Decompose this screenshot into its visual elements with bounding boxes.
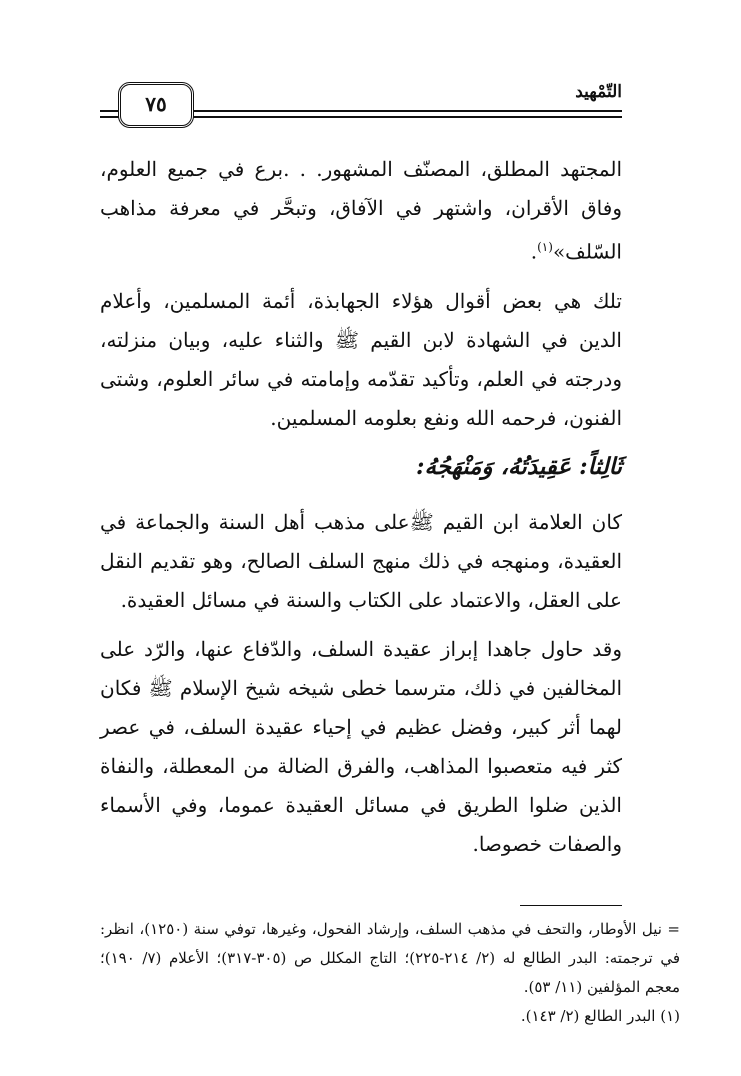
paragraph-1-end: . bbox=[530, 239, 538, 264]
paragraph-1 bbox=[100, 150, 622, 272]
footnote-continued: = نيل الأوطار، والتحف في مذهب السلف، وإرشاد الفحول، وغيرها، توفي سنة (١٢٥٠)، انظر: في ترجمته: البدر الطالع له (٢/ ٢١٤-٢٢٥)؛ التاج المكلل ص (٣٠٥-٣١٧)؛ الأعلام (٧/ ١٩٠)؛ معجم المؤلفين (١١/ ٥٣). bbox=[100, 920, 681, 996]
paragraph-1-text: المجتهد المطلق، المصنّف المشهور. . .برع في جميع العلوم، وفاق الأقران، واشتهر في الآفاق، وتبحَّر في معرفة مذاهب السّلف» bbox=[100, 157, 622, 264]
section-heading: ثَالِثاً: عَقِيدَتُهُ، وَمَنْهَجُهُ: bbox=[415, 453, 622, 480]
paragraph-2: تلك هي بعض أقوال هؤلاء الجهابذة، أئمة المسلمين، وأعلام الدين في الشهادة لابن القيم ﷺ والثناء عليه، وبيان منزلته، ودرجته في العلم، وتأكيد تقدّمه وإمامته في سائر العلوم، وشتى الفنون، فرحمه الله ونفع بعلومه المسلمين. bbox=[100, 289, 622, 430]
footnote-separator bbox=[520, 905, 622, 906]
running-title: التّمْهيد bbox=[575, 82, 622, 102]
paragraph-4: وقد حاول جاهدا إبراز عقيدة السلف، والدّفاع عنها، والرّد على المخالفين في ذلك، مترسما خطى شيخه شيخ الإسلام ﷺ فكان لهما أثر كبير، وفضل عظيم في إحياء عقيدة السلف، في عصر كثر فيه متعصبوا المذاهب، والفرق الضالة من المعطلة، والنفاة الذين ضلوا الطريق في مسائل العقيدة عموما، وفي الأسماء والصفات خصوصا. bbox=[100, 637, 622, 856]
page-number: ٧٥ bbox=[118, 82, 194, 128]
footnotes bbox=[100, 915, 680, 1031]
footnote-1: (١) البدر الطالع (٢/ ١٤٣). bbox=[520, 1007, 680, 1025]
page-header bbox=[100, 78, 622, 130]
paragraph-3: كان العلامة ابن القيم ﷺعلى مذهب أهل السنة والجماعة في العقيدة، ومنهجه في ذلك منهج السلف الصالح، وهو تقديم النقل على العقل، والاعتماد على الكتاب والسنة في مسائل العقيدة. bbox=[100, 510, 622, 612]
footnote-ref: (١) bbox=[537, 240, 553, 254]
